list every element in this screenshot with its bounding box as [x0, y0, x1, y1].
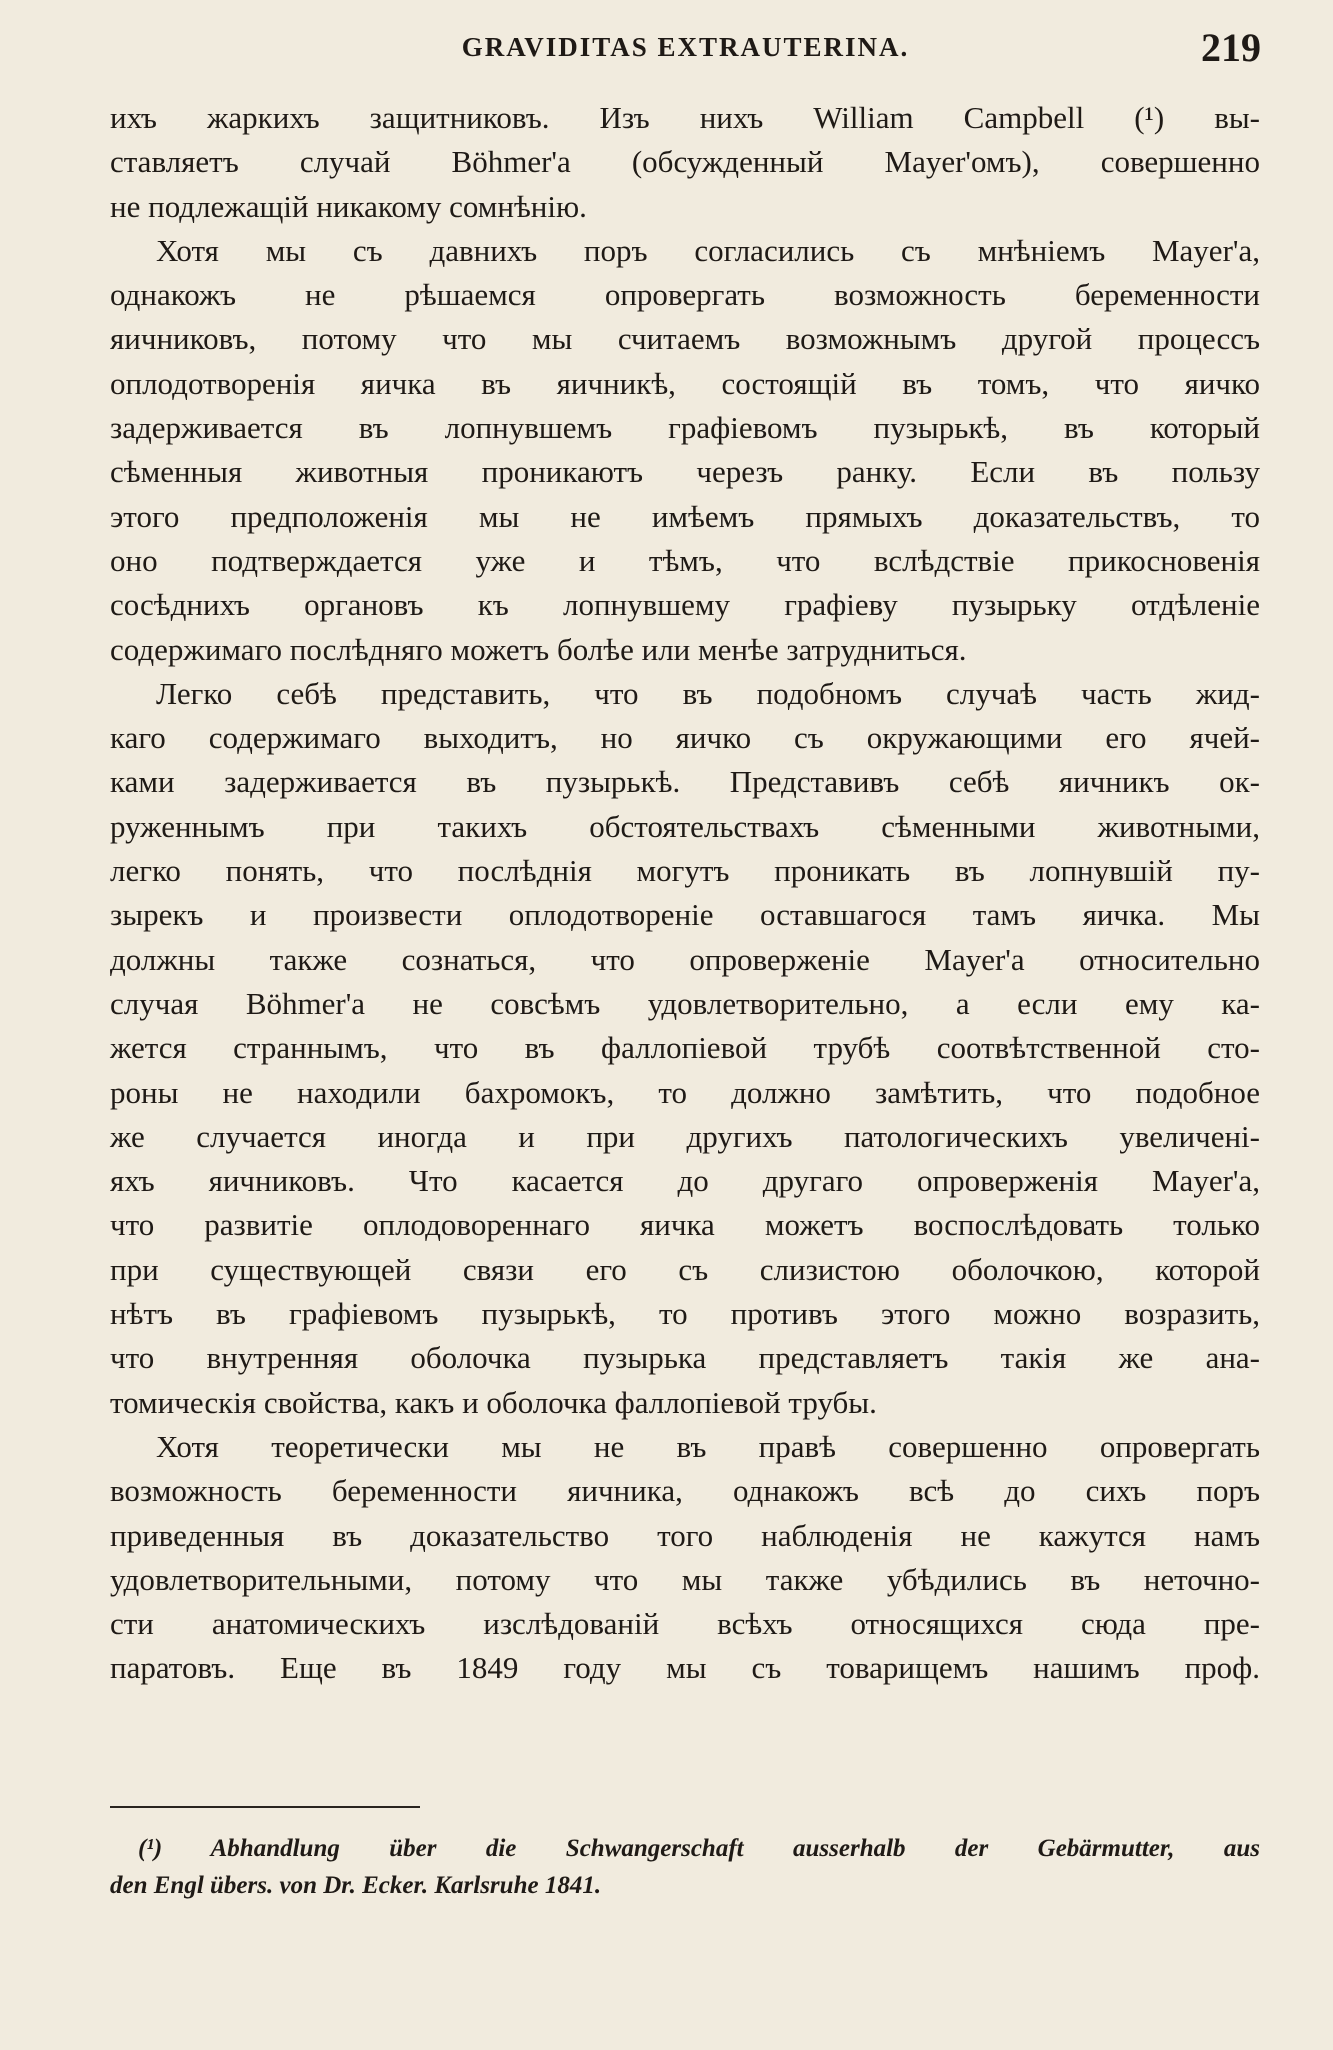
text-line: сти анатомическихъ изслѣдованій всѣхъ относящихся сюда пре- [110, 1606, 1260, 1642]
text-line: задерживается въ лопнувшемъ графіевомъ пузырькѣ, въ который [110, 410, 1260, 446]
text-line: томическія свойства, какъ и оболочка фаллопіевой трубы. [110, 1384, 877, 1420]
text-line: каго содержимаго выходитъ, но яичко съ окружающими его ячей- [110, 720, 1260, 756]
footnote [110, 1830, 1260, 1904]
footnote-line: (¹) Abhandlung über die Schwangerschaft ausserhalb der Gebärmutter, aus [138, 1835, 1260, 1862]
text-line: случая Böhmer'а не совсѣмъ удовлетворительно, а если ему ка- [110, 985, 1260, 1021]
text-line: жется страннымъ, что въ фаллопіевой трубѣ соотвѣтственной сто- [110, 1030, 1260, 1066]
text-line: ками задерживается въ пузырькѣ. Представивъ себѣ яичникъ ок- [110, 764, 1260, 800]
footnote-line: den Engl übers. von Dr. Ecker. Karlsruhe 1841. [110, 1872, 602, 1899]
text-line: яхъ яичниковъ. Что касается до другаго опроверженія Mayer'а, [110, 1163, 1260, 1199]
text-line: не подлежащій никакому сомнѣнію. [110, 188, 587, 224]
text-line: ставляетъ случай Böhmer'а (обсужденный Mayer'омъ), совершенно [110, 144, 1260, 180]
text-line: руженнымъ при такихъ обстоятельствахъ сѣменными животными, [110, 808, 1260, 844]
text-line: должны также сознаться, что опроверженіе Mayer'а относительно [110, 941, 1260, 977]
text-line: ихъ жаркихъ защитниковъ. Изъ нихъ William Campbell (¹) вы- [110, 100, 1260, 135]
text-line: что внутренняя оболочка пузырька представляетъ такія же ана- [110, 1340, 1260, 1376]
text-line: паратовъ. Еще въ 1849 году мы съ товарищемъ нашимъ проф. [110, 1650, 1260, 1686]
text-line: что развитіе оплодовореннаго яичка можетъ воспослѣдовать только [110, 1207, 1260, 1243]
text-line: роны не находили бахромокъ, то должно замѣтить, что подобное [110, 1074, 1260, 1110]
text-line: Хотя мы съ давнихъ поръ согласились съ мнѣніемъ Mayer'а, [156, 232, 1260, 268]
text-line: возможность беременности яичника, однакожъ всѣ до сихъ поръ [110, 1473, 1260, 1509]
text-line: зырекъ и произвести оплодотвореніе оставшагося тамъ яичка. Мы [110, 897, 1260, 933]
text-line: при существующей связи его съ слизистою оболочкою, которой [110, 1251, 1260, 1287]
page-number: 219 [1201, 25, 1261, 70]
text-line: Легко себѣ представить, что въ подобномъ случаѣ часть жид- [156, 675, 1260, 711]
footnote-divider [110, 1806, 420, 1808]
text-line: приведенныя въ доказательство того наблюденія не кажутся намъ [110, 1517, 1260, 1553]
text-line: Хотя теоретически мы не въ правѣ совершенно опровергать [156, 1428, 1260, 1464]
text-line: удовлетворительными, потому что мы также убѣдились въ неточно- [110, 1561, 1260, 1597]
text-line: оно подтверждается уже и тѣмъ, что вслѣдствіе прикосновенія [110, 542, 1260, 578]
body-text [110, 96, 1260, 1691]
text-line: нѣтъ въ графіевомъ пузырькѣ, то противъ этого можно возразить, [110, 1296, 1260, 1332]
text-line: однакожъ не рѣшаемся опровергать возможность беременности [110, 277, 1260, 313]
text-line: же случается иногда и при другихъ патологическихъ увеличені- [110, 1118, 1260, 1154]
text-line: сѣменныя животныя проникаютъ черезъ ранку. Если въ пользу [110, 454, 1260, 490]
text-line: сосѣднихъ органовъ къ лопнувшему графіеву пузырьку отдѣленіе [110, 587, 1260, 623]
text-line: яичниковъ, потому что мы считаемъ возможнымъ другой процессъ [110, 321, 1260, 357]
text-line: оплодотворенія яичка въ яичникѣ, состоящій въ томъ, что яичко [110, 365, 1260, 401]
page-header [110, 22, 1261, 72]
text-line: легко понять, что послѣднія могутъ проникать въ лопнувшій пу- [110, 853, 1260, 889]
text-line: содержимаго послѣдняго можетъ болѣе или менѣе затрудниться. [110, 631, 967, 667]
running-title: GRAVIDITAS EXTRAUTERINA. [461, 32, 910, 62]
text-line: этого предположенія мы не имѣемъ прямыхъ доказательствъ, то [110, 498, 1260, 534]
